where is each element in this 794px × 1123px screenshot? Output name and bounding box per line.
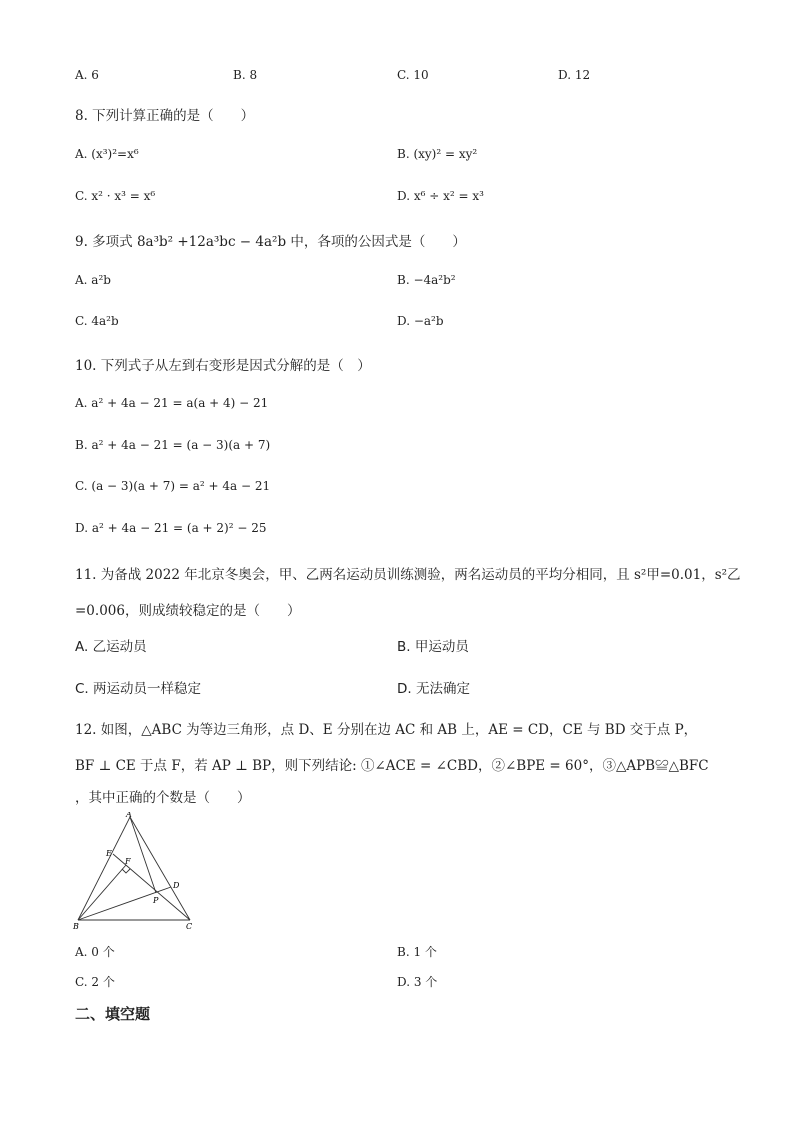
q7-option-b: B. 8 xyxy=(233,68,258,82)
side-ac xyxy=(130,817,190,920)
q12-option-c: C. 2 个 xyxy=(75,975,115,989)
q8-option-c: C. x² · x³ = x⁶ xyxy=(75,189,156,203)
q9-option-d: D. −a²b xyxy=(397,314,444,328)
q9-option-b: B. −4a²b² xyxy=(397,273,456,287)
label-a: A xyxy=(126,812,132,819)
q12-option-b: B. 1 个 xyxy=(397,945,437,959)
q10-option-c: C. (a − 3)(a + 7) = a² + 4a − 21 xyxy=(75,479,271,493)
q10-stem: 10. 下列式子从左到右变形是因式分解的是（ ） xyxy=(75,358,371,374)
q12-stem-line2: BF ⊥ CE 于点 F，若 AP ⊥ BP，则下列结论: ①∠ACE = ∠CBD，②∠BPE = 60°，③△APB≌△BFC xyxy=(75,758,709,774)
q12-option-d: D. 3 个 xyxy=(397,975,438,989)
q9-option-a: A. a²b xyxy=(75,273,111,287)
label-f: F xyxy=(125,857,131,866)
label-d: D xyxy=(173,881,180,890)
q8-option-a: A. (x³)²=x⁶ xyxy=(75,147,139,161)
q11-option-a: A. 乙运动员 xyxy=(75,639,147,655)
q9-option-c: C. 4a²b xyxy=(75,314,119,328)
q12-stem-line3: ，其中正确的个数是（ ） xyxy=(75,790,251,806)
q7-option-c: C. 10 xyxy=(397,68,429,82)
q8-stem: 8. 下列计算正确的是（ ） xyxy=(75,108,255,124)
right-angle-mark xyxy=(122,869,130,873)
label-p: P xyxy=(153,896,159,905)
label-b: B xyxy=(73,922,79,931)
q10-option-d: D. a² + 4a − 21 = (a + 2)² − 25 xyxy=(75,521,267,535)
label-c: C xyxy=(186,922,193,931)
q9-stem: 9. 多项式 8a³b² +12a³bc − 4a²b 中，各项的公因式是（ ） xyxy=(75,234,466,250)
q7-option-a: A. 6 xyxy=(75,68,99,82)
q8-option-d: D. x⁶ ÷ x² = x³ xyxy=(397,189,484,203)
q12-triangle-figure xyxy=(70,812,200,934)
q12-stem-line1: 12. 如图，△ABC 为等边三角形，点 D、E 分别在边 AC 和 AB 上，AE = CD，CE 与 BD 交于点 P， xyxy=(75,722,698,738)
q8-option-b: B. (xy)² = xy² xyxy=(397,147,478,161)
q10-option-b: B. a² + 4a − 21 = (a − 3)(a + 7) xyxy=(75,438,271,452)
q11-option-b: B. 甲运动员 xyxy=(397,639,469,655)
q12-option-a: A. 0 个 xyxy=(75,945,115,959)
q10-option-a: A. a² + 4a − 21 = a(a + 4) − 21 xyxy=(75,396,269,410)
section-title: 二、填空题 xyxy=(75,1005,151,1023)
q11-stem-line1: 11. 为备战 2022 年北京冬奥会，甲、乙两名运动员训练测验，两名运动员的平均分相同，且 s²甲=0.01，s²乙 xyxy=(75,567,741,583)
q11-option-c: C. 两运动员一样稳定 xyxy=(75,681,202,697)
q11-stem-line2: =0.006，则成绩较稳定的是（ ） xyxy=(75,603,301,619)
q7-option-d: D. 12 xyxy=(558,68,591,82)
label-e: E xyxy=(106,849,112,858)
q11-option-d: D. 无法确定 xyxy=(397,681,470,697)
